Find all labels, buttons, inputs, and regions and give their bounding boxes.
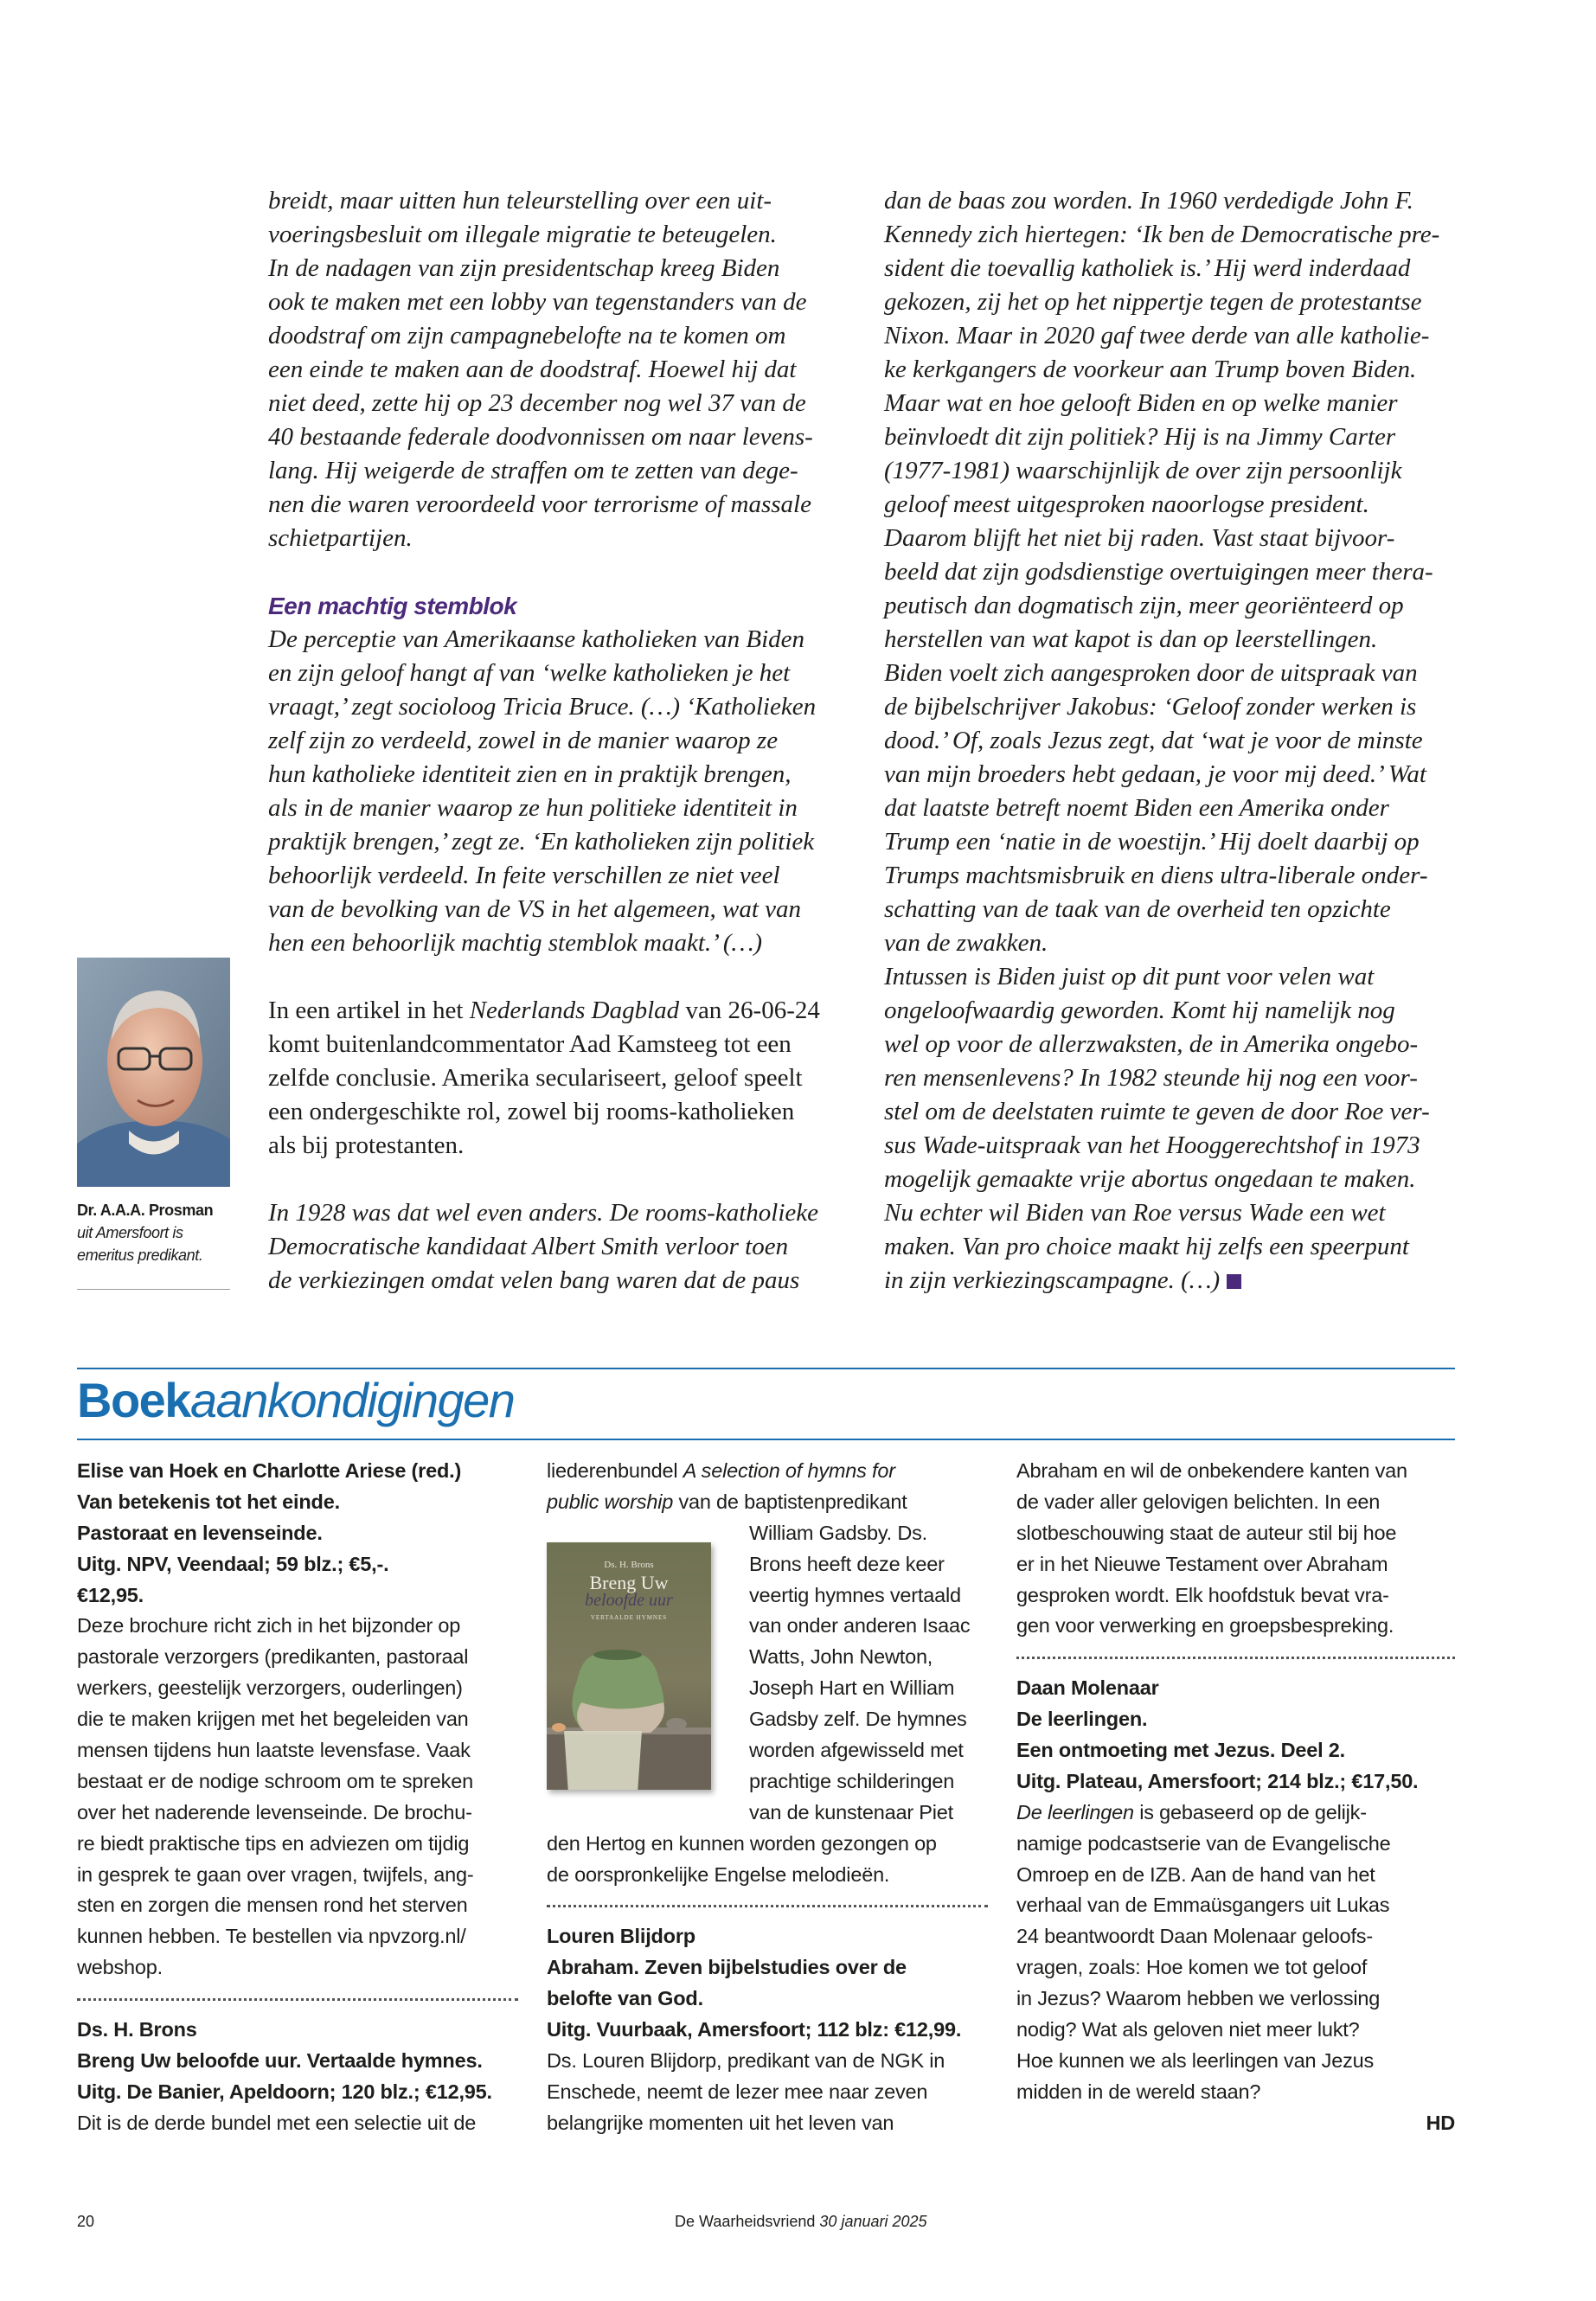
end-mark-icon [1227, 1274, 1241, 1289]
text-line: Hoe kunnen we als leerlingen van Jezus [1016, 2048, 1375, 2072]
text-line: den Hertog en kunnen worden gezongen op [547, 1831, 937, 1855]
text-line: voeringsbesluit om illegale migratie te beteugelen. [268, 221, 777, 248]
text-line: stel om de deelstaten ruimte te geven de door Roe ver- [884, 1098, 1430, 1125]
text-line: breidt, maar uitten hun teleurstelling over een uit- [268, 187, 772, 215]
cover-title-1: Breng Uw [589, 1572, 669, 1593]
text-line: Dit is de derde bundel met een selectie uit de [77, 2111, 477, 2134]
text-line [547, 1456, 988, 1487]
text-segment: is gebaseerd op de gelijk- [1133, 1800, 1367, 1823]
article-left-column [268, 184, 856, 1298]
text-line: sident die toevallig katholiek is.’ Hij werd inderdaad [884, 254, 1411, 282]
text-line: Daarom blijft het niet bij raden. Vast staat bijvoor- [884, 524, 1395, 552]
text-line: wel op voor de allerzwaksten, de in Amerika ongebo- [884, 1030, 1419, 1058]
text-line: Nixon. Maar in 2020 gaf twee derde van alle katholie- [884, 322, 1430, 349]
book-meta-line: Van betekenis tot het einde. [77, 1490, 340, 1513]
caption-line: emeritus predikant. [77, 1247, 203, 1264]
book-meta-line: Pastoraat en levenseinde. [77, 1521, 323, 1544]
book-meta-line: Breng Uw beloofde uur. Vertaalde hymnes. [77, 2048, 483, 2072]
section-title-bold: Boek [77, 1373, 190, 1427]
text-line [1016, 1798, 1455, 1829]
page-number: 20 [77, 2213, 95, 2230]
text-line: zelfde conclusie. Amerika seculariseert, geloof speelt [268, 1064, 803, 1092]
text-line [268, 994, 856, 1028]
article-right-column [884, 184, 1472, 1298]
text-line: Biden voelt zich aangesproken door de uitspraak van [884, 659, 1418, 687]
text-line: lang. Hij weigerde de straffen om te zetten van dege- [268, 457, 798, 484]
text-segment: In een artikel in het [268, 997, 470, 1024]
text-line: (1977-1981) waarschijnlijk de over zijn persoonlijk [884, 457, 1402, 484]
text-line: van de kunstenaar Piet [749, 1800, 953, 1823]
book-meta-line: Uitg. NPV, Veendaal; 59 blz.; €5,-. [77, 1552, 389, 1575]
book-meta-line: Elise van Hoek en Charlotte Ariese (red.) [77, 1459, 462, 1482]
cover-author: Ds. H. Brons [604, 1560, 654, 1570]
text-line: bestaat er de nodige schroom om te spreken [77, 1769, 473, 1792]
book-meta-line: Abraham. Zeven bijbelstudies over de [547, 1956, 907, 1979]
book-meta-line: belofte van God. [547, 1987, 703, 2010]
text-line: geloof meest uitgesproken naoorlogse president. [884, 490, 1369, 518]
text-line: ongeloofwaardig geworden. Komt hij namelijk nog [884, 997, 1395, 1024]
dotted-divider [1016, 1642, 1455, 1673]
text-line: dat laatste betreft noemt Biden een Amerika onder [884, 794, 1389, 822]
dotted-divider [77, 1984, 518, 2015]
text-line: peutisch dan dogmatisch zijn, meer georiënteerd op [884, 592, 1404, 619]
publication-name: De Waarheidsvriend [675, 2213, 816, 2230]
publication-date: 30 januari 2025 [819, 2213, 927, 2230]
book-meta-line: De leerlingen. [1016, 1708, 1148, 1731]
text-line: Ds. Louren Blijdorp, predikant van de NGK in [547, 2048, 945, 2072]
text-line: van de zwakken. [884, 929, 1048, 957]
dotted-divider [547, 1890, 988, 1921]
text-line: midden in de wereld staan? [1016, 2080, 1261, 2103]
text-line: Brons heeft deze keer [749, 1552, 945, 1575]
text-line: worden afgewisseld met [749, 1739, 964, 1762]
text-line: veertig hymnes vertaald [749, 1583, 961, 1606]
text-line: Democratische kandidaat Albert Smith verloor toen [268, 1233, 789, 1260]
text-line: Kennedy zich hiertegen: ‘Ik ben de Democratische pre- [884, 221, 1440, 248]
text-line: 24 beantwoordt Daan Molenaar geloofs- [1016, 1925, 1373, 1948]
text-line: komt buitenlandcommentator Aad Kamsteeg tot een [268, 1030, 792, 1058]
text-line: In 1928 was dat wel even anders. De rooms-katholieke [268, 1199, 818, 1227]
blank-line [268, 1163, 856, 1196]
text-line: er in het Nieuwe Testament over Abraham [1016, 1552, 1388, 1575]
text-line: gekozen, zij het op het nippertje tegen de protestantse [884, 288, 1422, 316]
text-line: nodig? Wat als geloven niet meer lukt? [1016, 2018, 1360, 2041]
text-line: gesproken wordt. Elk hoofdstuk bevat vra- [1016, 1583, 1389, 1606]
text-line: behoorlijk verdeeld. In feite verschillen ze niet veel [268, 862, 780, 889]
text-line: ook te maken met een lobby van tegenstanders van de [268, 288, 807, 316]
author-photo [77, 958, 230, 1187]
text-line: de bijbelschrijver Jakobus: ‘Geloof zonder werken is [884, 693, 1417, 721]
caption-line: uit Amersfoort is [77, 1224, 183, 1241]
book-meta-line: Uitg. Plateau, Amersfoort; 214 blz.; €17,50. [1016, 1769, 1419, 1792]
text-line: werkers, geestelijk verzorgers, ouderlingen) [77, 1676, 463, 1700]
text-line: schatting van de taak van de overheid ten opzichte [884, 895, 1391, 923]
section-subheading: Een machtig stemblok [268, 593, 517, 619]
text-line: slotbeschouwing staat de auteur stil bij hoe [1016, 1521, 1397, 1544]
italic-text: public worship [547, 1490, 674, 1513]
text-line: Intussen is Biden juist op dit punt voor velen wat [884, 963, 1375, 990]
text-line: pastorale verzorgers (predikanten, pastoraal [77, 1645, 469, 1669]
text-line: beeld dat zijn godsdienstige overtuigingen meer thera- [884, 558, 1433, 586]
text-line: in zijn verkiezingscampagne. (…) [884, 1264, 1472, 1298]
cover-subtitle: VERTAALDE HYMNES [590, 1614, 668, 1621]
text-line: Nu echter wil Biden van Roe versus Wade een wet [884, 1199, 1386, 1227]
caption-divider [77, 1289, 230, 1290]
text-line: vragen, zoals: Hoe komen we tot geloof [1016, 1956, 1368, 1979]
section-bottom-rule [77, 1439, 1455, 1440]
section-title [77, 1372, 514, 1428]
text-segment: van de baptistenpredikant [673, 1490, 907, 1513]
text-line: schietpartijen. [268, 524, 413, 552]
text-line: ren mensenlevens? In 1982 steunde hij nog een voor- [884, 1064, 1418, 1092]
text-line: gen voor verwerking en groepsbespreking. [1016, 1614, 1394, 1638]
text-line: een einde te maken aan de doodstraf. Hoewel hij dat [268, 356, 797, 383]
italic-text: A selection of hymns for [683, 1459, 895, 1482]
text-line: sus Wade-uitspraak van het Hooggerechtshof in 1973 [884, 1131, 1420, 1159]
text-segment: van 26-06-24 [679, 997, 820, 1024]
text-line: kunnen hebben. Te bestellen via npvzorg.nl/ [77, 1925, 466, 1948]
text-line: namige podcastserie van de Evangelische [1016, 1831, 1391, 1855]
text-line: Enschede, neemt de lezer mee naar zeven [547, 2080, 928, 2103]
book-cover-image [547, 1542, 711, 1790]
text-line: webshop. [77, 1956, 163, 1979]
text-line [547, 1487, 988, 1518]
text-line: mogelijk gemaakte vrije abortus ongedaan te maken. [884, 1165, 1416, 1193]
text-line: en zijn geloof hangt af van ‘welke katholieken je het [268, 659, 791, 687]
text-line: Watts, John Newton, [749, 1645, 933, 1669]
book-meta-line: Uitg. De Banier, Apeldoorn; 120 blz.; €12,95. [77, 2080, 492, 2103]
author-name: Dr. A.A.A. Prosman [77, 1202, 214, 1219]
text-line: De perceptie van Amerikaanse katholieken van Biden [268, 625, 805, 653]
text-line: een ondergeschikte rol, zowel bij rooms-katholieken [268, 1098, 795, 1125]
text-line: de vader aller gelovigen belichten. In een [1016, 1490, 1381, 1513]
italic-text: Nederlands Dagblad [469, 997, 680, 1024]
text-line: de oorspronkelijke Engelse melodieën. [547, 1862, 890, 1886]
text-line: die te maken krijgen met het begeleiden van [77, 1708, 469, 1731]
text-line: maken. Van pro choice maakt hij zelfs een speerpunt [884, 1233, 1409, 1260]
text-line: hen een behoorlijk machtig stemblok maakt.’ (…) [268, 929, 762, 957]
text-line: Gadsby zelf. De hymnes [749, 1708, 967, 1731]
author-initials: HD [1426, 2111, 1455, 2134]
text-line: praktijk brengen,’ zegt ze. ‘En katholieken zijn politiek [268, 828, 815, 856]
text-line: re biedt praktische tips en adviezen om tijdig [77, 1831, 470, 1855]
text-line: herstellen van wat kapot is dan op leerstellingen. [884, 625, 1378, 653]
cover-title-2: beloofde uur [585, 1591, 673, 1610]
text-line: Abraham en wil de onbekendere kanten van [1016, 1459, 1407, 1482]
text-line: de verkiezingen omdat velen bang waren dat de paus [268, 1266, 800, 1294]
text-line: als bij protestanten. [268, 1131, 465, 1159]
text-line: mensen tijdens hun laatste levensfase. Vaak [77, 1739, 471, 1762]
section-top-rule [77, 1368, 1455, 1369]
text-line: In de nadagen van zijn presidentschap kreeg Biden [268, 254, 780, 282]
italic-text: De leerlingen [1016, 1800, 1134, 1823]
book-meta-line: Ds. H. Brons [77, 2018, 197, 2041]
text-line: van mijn broeders hebt gedaan, je voor mij deed.’ Wat [884, 760, 1426, 788]
text-line: van onder anderen Isaac [749, 1614, 971, 1638]
text-line: zelf zijn zo verdeeld, zowel in de manier waarop ze [268, 727, 779, 754]
text-line: nen die waren veroordeeld voor terrorisme of massale [268, 490, 811, 518]
book-meta-line: Daan Molenaar [1016, 1676, 1159, 1700]
text-line: prachtige schilderingen [749, 1769, 955, 1792]
text-line: vraagt,’ zegt socioloog Tricia Bruce. (…) ‘Katholieken [268, 693, 817, 721]
text-segment: liederenbundel [547, 1459, 683, 1482]
footer-publication [675, 2213, 927, 2231]
text-line: Maar wat en hoe gelooft Biden en op welke manier [884, 389, 1398, 417]
blank-line [268, 960, 856, 994]
text-line: sten en zorgen die mensen rond het sterven [77, 1894, 468, 1917]
text-line: ke kerkgangers de voorkeur aan Trump boven Biden. [884, 356, 1417, 383]
text-line: Trumps machtsmisbruik en diens ultra-liberale onder- [884, 862, 1428, 889]
section-title-italic: aankondigingen [189, 1373, 515, 1427]
text-line: verhaal van de Emmaüsgangers uit Lukas [1016, 1894, 1390, 1917]
author-caption [77, 1199, 230, 1266]
text-line: dood.’ Of, zoals Jezus zegt, dat ‘wat je voor de minste [884, 727, 1423, 754]
text-line: in gesprek te gaan over vragen, twijfels, ang- [77, 1862, 474, 1886]
text-line: als in de manier waarop ze hun politieke identiteit in [268, 794, 798, 822]
text-line: belangrijke momenten uit het leven van [547, 2111, 894, 2134]
text-line: niet deed, zette hij op 23 december nog wel 37 van de [268, 389, 806, 417]
book-meta-line: €12,95. [77, 1583, 144, 1606]
text-line: Deze brochure richt zich in het bijzonder op [77, 1614, 461, 1638]
text-line: van de bevolking van de VS in het algemeen, wat van [268, 895, 802, 923]
text-line: 40 bestaande federale doodvonnissen om naar levens- [268, 423, 813, 451]
book-column-1 [77, 1456, 518, 2139]
text-line: doodstraf om zijn campagnebelofte na te komen om [268, 322, 786, 349]
text-line: William Gadsby. Ds. [749, 1521, 927, 1544]
text-line: Joseph Hart en William [749, 1676, 955, 1700]
text-line: in Jezus? Waarom hebben we verlossing [1016, 1987, 1381, 2010]
text-line: Omroep en de IZB. Aan de hand van het [1016, 1862, 1375, 1886]
book-meta-line: Uitg. Vuurbaak, Amersfoort; 112 blz: €12,99. [547, 2018, 962, 2041]
book-meta-line: Louren Blijdorp [547, 1925, 695, 1948]
text-line: beïnvloedt dit zijn politiek? Hij is na Jimmy Carter [884, 423, 1396, 451]
blank-line [268, 555, 856, 589]
text-line: dan de baas zou worden. In 1960 verdedigde John F. [884, 187, 1413, 215]
book-column-3 [1016, 1456, 1455, 2139]
text-line: over het naderende levenseinde. De brochu- [77, 1800, 472, 1823]
book-meta-line: Een ontmoeting met Jezus. Deel 2. [1016, 1739, 1345, 1762]
text-line: Trump een ‘natie in de woestijn.’ Hij doelt daarbij op [884, 828, 1420, 856]
text-line: hun katholieke identiteit zien en in praktijk brengen, [268, 760, 792, 788]
